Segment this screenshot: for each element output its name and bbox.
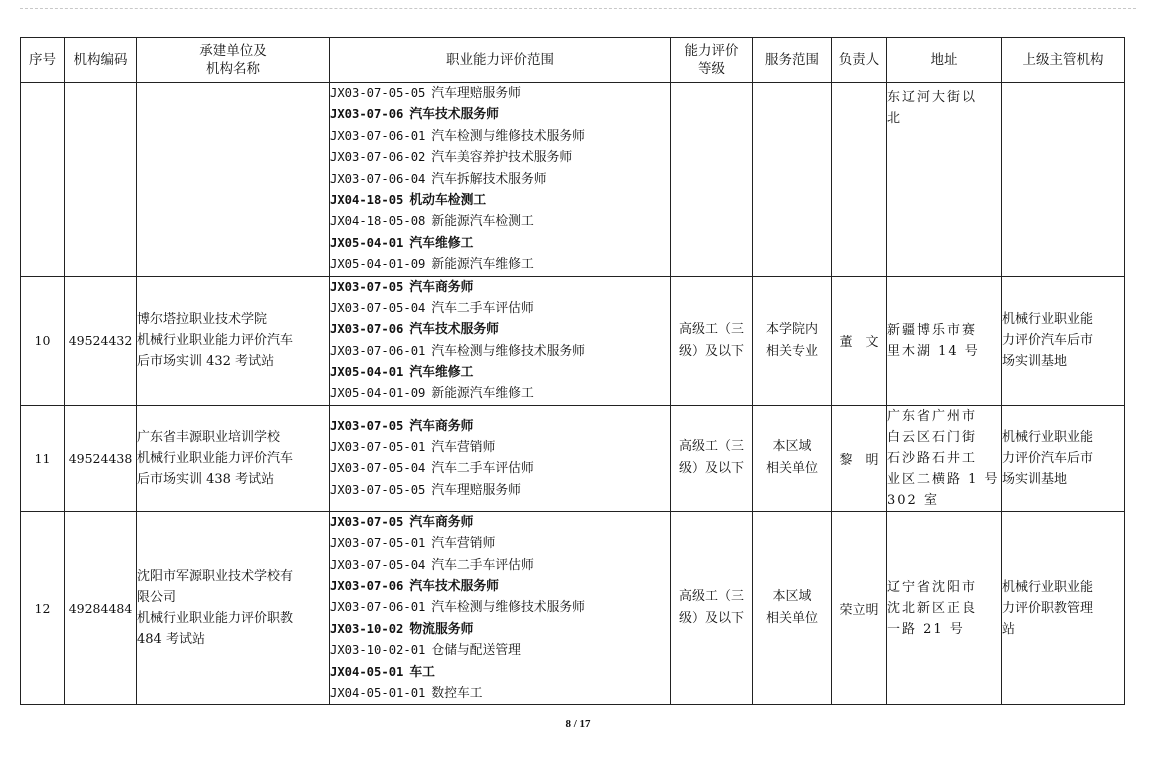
supervisor-line: 场实训基地 <box>1002 354 1068 370</box>
unit-line: 484 考试站 <box>137 632 205 648</box>
level-line: 级）及以下 <box>678 343 744 359</box>
scope-item <box>330 104 670 125</box>
cell-person <box>832 511 887 705</box>
cell-person <box>832 83 887 277</box>
scope-code: JX03-07-05 <box>330 279 404 294</box>
supervisor-line: 力评价职教管理 <box>1002 600 1094 616</box>
scope-code: JX03-10-02 <box>330 621 404 636</box>
unit-line: 限公司 <box>137 590 177 606</box>
table-row <box>21 511 1125 705</box>
address-line: 业区二横路 1 号 <box>887 471 1000 487</box>
scope-name: 车工 <box>409 664 435 680</box>
address-line: 一路 21 号 <box>887 621 965 637</box>
code-value: 49284484 <box>68 600 133 616</box>
scope-code: JX03-07-06 <box>330 579 404 594</box>
header-unit-line1: 承建单位及 <box>199 43 267 59</box>
header-level-line1: 能力评价 <box>684 43 739 59</box>
scope-item <box>330 169 670 190</box>
scope-name: 物流服务师 <box>409 621 474 637</box>
header-person: 负责人 <box>832 38 887 83</box>
cell-unit <box>137 276 330 405</box>
cell-seq <box>21 83 65 277</box>
cell-level <box>671 83 753 277</box>
supervisor-line: 场实训基地 <box>1002 471 1068 487</box>
cell-unit <box>137 405 330 511</box>
address-line: 广东省广州市 <box>887 408 978 424</box>
unit-line: 机械行业职业能力评价职教 <box>137 611 294 627</box>
cell-unit <box>137 83 330 277</box>
cell-address <box>887 511 1002 705</box>
scope-name: 汽车检测与维修技术服务师 <box>431 343 585 359</box>
unit-line: 后市场实训 438 考试站 <box>137 471 275 487</box>
header-service: 服务范围 <box>753 38 832 83</box>
code-value: 49524438 <box>68 450 133 466</box>
address-line: 辽宁省沈阳市 <box>887 579 978 595</box>
scope-code: JX03-07-06 <box>330 322 404 337</box>
header-seq: 序号 <box>21 38 65 83</box>
scope-item <box>330 480 670 501</box>
scope-item <box>330 298 670 319</box>
supervisor-line: 力评价汽车后市 <box>1002 450 1094 466</box>
scope-name: 汽车商务师 <box>409 418 474 434</box>
scope-name: 汽车检测与维修技术服务师 <box>431 600 585 616</box>
person-name: 荣立明 <box>839 602 879 618</box>
cell-address <box>887 276 1002 405</box>
cell-person <box>832 405 887 511</box>
cell-seq <box>21 276 65 405</box>
scope-name: 汽车二手车评估师 <box>431 557 534 573</box>
scope-name: 汽车维修工 <box>409 365 474 381</box>
scope-code: JX03-07-05-04 <box>330 300 426 315</box>
address-line: 石沙路石井工 <box>887 450 978 466</box>
cell-supervisor <box>1002 511 1125 705</box>
header-code: 机构编码 <box>65 38 137 83</box>
scope-item <box>330 683 670 704</box>
service-line: 相关专业 <box>765 343 818 359</box>
scope-item <box>330 416 670 437</box>
scope-name: 汽车美容养护技术服务师 <box>431 150 573 166</box>
header-unit <box>137 38 330 83</box>
seq-value: 12 <box>34 600 51 616</box>
scope-code: JX04-18-05 <box>330 192 404 207</box>
table-row <box>21 405 1125 511</box>
institution-table <box>20 37 1125 705</box>
cell-code <box>65 511 137 705</box>
scope-code: JX03-07-05-04 <box>330 557 426 572</box>
scope-name: 汽车营销师 <box>431 536 496 552</box>
address-line: 新疆博乐市赛 <box>887 322 978 338</box>
scope-name: 汽车二手车评估师 <box>431 461 534 477</box>
cell-level <box>671 276 753 405</box>
service-line: 相关单位 <box>765 611 818 627</box>
scope-item <box>330 512 670 533</box>
supervisor-line: 机械行业职业能 <box>1002 429 1094 445</box>
scope-code: JX03-07-06-01 <box>330 343 426 358</box>
unit-line: 机械行业职业能力评价汽车 <box>137 450 294 466</box>
unit-line: 沈阳市军源职业技术学校有 <box>137 569 294 585</box>
scope-code: JX03-07-05-01 <box>330 536 426 551</box>
cell-level <box>671 405 753 511</box>
unit-line: 广东省丰源职业培训学校 <box>137 429 281 445</box>
scope-item <box>330 190 670 211</box>
scope-item <box>330 597 670 618</box>
person-name: 董 文 <box>839 335 879 351</box>
scope-name: 汽车技术服务师 <box>409 579 499 595</box>
cell-code <box>65 83 137 277</box>
service-line: 本学院内 <box>765 321 818 337</box>
scope-item <box>330 619 670 640</box>
scope-code: JX03-07-05 <box>330 418 404 433</box>
scope-name: 汽车维修工 <box>409 235 474 251</box>
table-row <box>21 276 1125 405</box>
scope-item <box>330 640 670 661</box>
level-line: 级）及以下 <box>678 611 744 627</box>
level-line: 级）及以下 <box>678 461 744 477</box>
scope-item <box>330 277 670 298</box>
cell-service <box>753 405 832 511</box>
header-level-line2: 等级 <box>698 61 725 77</box>
header-address: 地址 <box>887 38 1002 83</box>
scope-name: 汽车检测与维修技术服务师 <box>431 128 585 144</box>
header-level <box>671 38 753 83</box>
table-body <box>21 83 1125 705</box>
scope-name: 新能源汽车维修工 <box>431 386 534 402</box>
address-line: 302 室 <box>887 492 939 508</box>
scope-name: 仓储与配送管理 <box>431 643 521 659</box>
scope-item <box>330 254 670 275</box>
scope-name: 汽车商务师 <box>409 279 474 295</box>
scope-name: 新能源汽车维修工 <box>431 257 534 273</box>
scope-code: JX04-18-05-08 <box>330 214 426 229</box>
unit-line: 博尔塔拉职业技术学院 <box>137 312 268 328</box>
scope-code: JX03-07-05-05 <box>330 86 426 100</box>
header-unit-line2: 机构名称 <box>206 61 260 77</box>
cell-level <box>671 511 753 705</box>
cell-scope <box>330 276 671 405</box>
scope-item <box>330 662 670 683</box>
service-line: 本区域 <box>772 439 812 455</box>
scope-item <box>330 126 670 147</box>
scope-item <box>330 83 670 104</box>
scope-item <box>330 319 670 340</box>
scope-item <box>330 555 670 576</box>
scope-code: JX03-10-02-01 <box>330 643 426 658</box>
scope-name: 机动车检测工 <box>409 192 487 208</box>
seq-value: 10 <box>34 333 51 349</box>
page-top-rule <box>20 8 1136 9</box>
page-number: 8 / 17 <box>565 718 591 730</box>
cell-scope <box>330 405 671 511</box>
cell-seq <box>21 405 65 511</box>
scope-name: 数控车工 <box>431 685 483 701</box>
level-line: 高级工（三 <box>678 321 744 337</box>
unit-line: 机械行业职业能力评价汽车 <box>137 333 294 349</box>
scope-code: JX03-07-06-01 <box>330 600 426 615</box>
person-name: 黎 明 <box>839 452 879 468</box>
cell-seq <box>21 511 65 705</box>
scope-name: 汽车技术服务师 <box>409 107 499 123</box>
scope-code: JX03-07-06-01 <box>330 128 426 143</box>
cell-service <box>753 83 832 277</box>
seq-value: 11 <box>34 450 51 466</box>
scope-name: 汽车理赔服务师 <box>431 86 521 101</box>
scope-name: 汽车技术服务师 <box>409 322 499 338</box>
scope-code: JX05-04-01 <box>330 235 404 250</box>
supervisor-line: 机械行业职业能 <box>1002 579 1094 595</box>
scope-code: JX03-07-05-05 <box>330 482 426 497</box>
supervisor-line: 机械行业职业能 <box>1002 312 1094 328</box>
address-line: 沈北新区正良 <box>887 600 978 616</box>
scope-item <box>330 458 670 479</box>
cell-scope <box>330 511 671 705</box>
address-line: 里木湖 14 号 <box>887 343 980 359</box>
cell-supervisor <box>1002 405 1125 511</box>
scope-name: 汽车营销师 <box>431 439 496 455</box>
scope-code: JX03-07-05 <box>330 514 404 529</box>
level-line: 高级工（三 <box>678 589 744 605</box>
cell-scope <box>330 83 671 277</box>
scope-code: JX04-05-01-01 <box>330 685 426 700</box>
cell-code <box>65 276 137 405</box>
scope-item <box>330 362 670 383</box>
address-line: 白云区石门街 <box>887 429 978 445</box>
table-header-row <box>21 38 1125 83</box>
scope-name: 新能源汽车检测工 <box>431 214 534 230</box>
cell-person <box>832 276 887 405</box>
supervisor-line: 力评价汽车后市 <box>1002 333 1094 349</box>
scope-item <box>330 383 670 404</box>
service-line: 本区域 <box>772 589 812 605</box>
scope-code: JX03-07-06 <box>330 107 404 122</box>
address-line: 东辽河大街以 <box>887 90 978 105</box>
cell-service <box>753 276 832 405</box>
scope-item <box>330 341 670 362</box>
cell-supervisor <box>1002 83 1125 277</box>
cell-address <box>887 405 1002 511</box>
cell-address <box>887 83 1002 277</box>
scope-item <box>330 233 670 254</box>
scope-name: 汽车二手车评估师 <box>431 300 534 316</box>
table-row <box>21 83 1125 277</box>
header-supervisor: 上级主管机构 <box>1002 38 1125 83</box>
scope-code: JX05-04-01-09 <box>330 257 426 272</box>
header-scope: 职业能力评价范围 <box>330 38 671 83</box>
scope-code: JX03-07-05-01 <box>330 439 426 454</box>
scope-item <box>330 147 670 168</box>
scope-code: JX03-07-05-04 <box>330 461 426 476</box>
scope-code: JX03-07-06-04 <box>330 171 426 186</box>
service-line: 相关单位 <box>765 461 818 477</box>
scope-item <box>330 576 670 597</box>
supervisor-line: 站 <box>1002 621 1016 637</box>
code-value: 49524432 <box>68 333 133 349</box>
scope-item <box>330 211 670 232</box>
cell-code <box>65 405 137 511</box>
level-line: 高级工（三 <box>678 439 744 455</box>
unit-line: 后市场实训 432 考试站 <box>137 354 275 370</box>
scope-name: 汽车理赔服务师 <box>431 482 521 498</box>
cell-unit <box>137 511 330 705</box>
scope-item <box>330 533 670 554</box>
cell-supervisor <box>1002 276 1125 405</box>
address-line: 北 <box>887 111 903 126</box>
scope-name: 汽车拆解技术服务师 <box>431 171 547 187</box>
scope-item <box>330 437 670 458</box>
scope-name: 汽车商务师 <box>409 514 474 530</box>
cell-service <box>753 511 832 705</box>
scope-code: JX05-04-01-09 <box>330 386 426 401</box>
scope-code: JX05-04-01 <box>330 365 404 380</box>
scope-code: JX03-07-06-02 <box>330 150 426 165</box>
scope-code: JX04-05-01 <box>330 664 404 679</box>
